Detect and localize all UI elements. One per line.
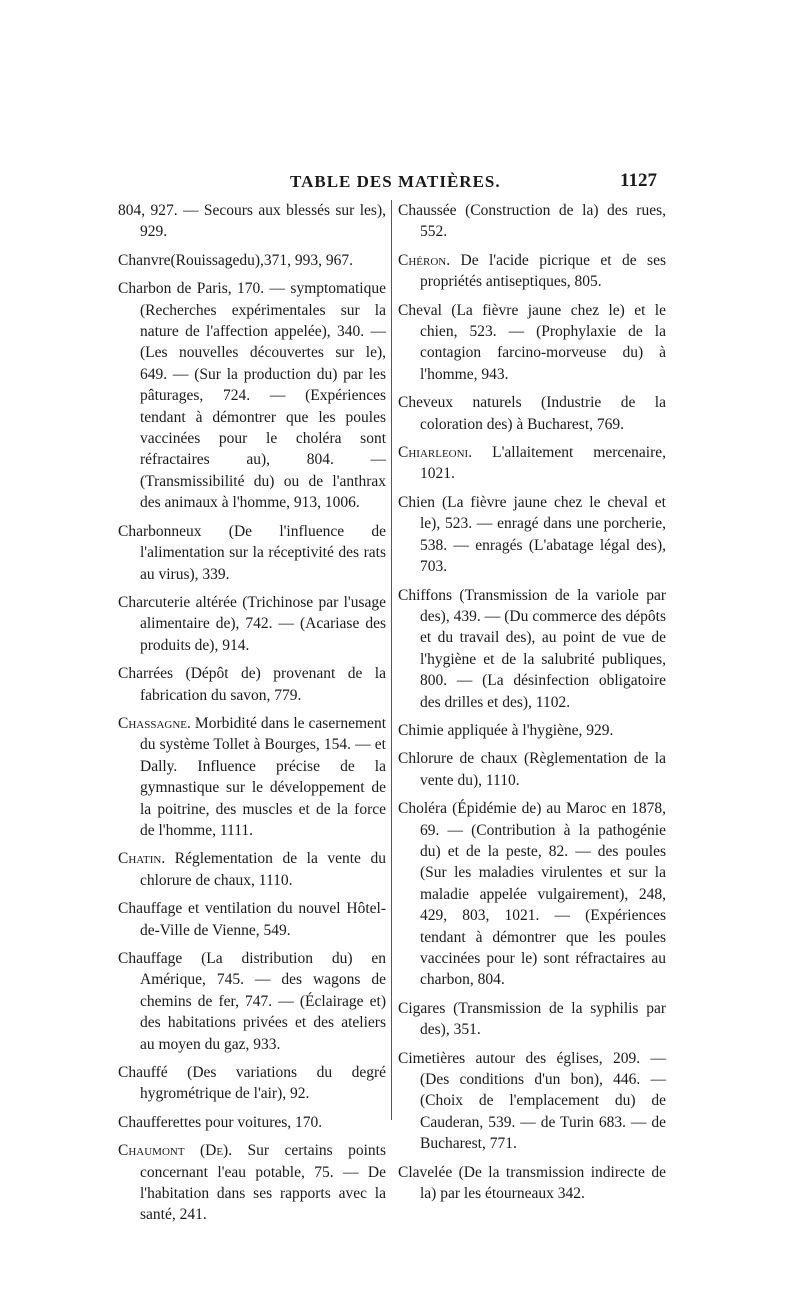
index-entry (118, 898, 386, 941)
index-entry (118, 592, 386, 656)
index-entry (118, 1062, 386, 1105)
entry-text: Chlorure de chaux (Règlementation de la vente du), 1110. (398, 750, 666, 789)
entry-text: Chimie appliquée à l'hygiène, 929. (398, 721, 614, 739)
index-entry (118, 948, 386, 1055)
entry-author: Chéron. (398, 251, 451, 269)
index-entry (398, 585, 666, 713)
index-entry (118, 848, 386, 891)
index-entry (398, 998, 666, 1041)
index-entry (398, 798, 666, 991)
entry-text: Chauffé (Des variations du degré hygrométrique de l'air), 92. (118, 1064, 386, 1103)
index-entry (398, 1048, 666, 1155)
index-entry (118, 663, 386, 706)
index-entry (398, 250, 666, 293)
entry-author: Chaumont (De). (118, 1142, 233, 1160)
entry-text: Chaussée (Construction de la) des rues, 552. (398, 202, 666, 241)
entry-text: Réglementation de la vente du chlorure de chaux, 1110. (140, 850, 386, 889)
index-entry (118, 250, 386, 271)
index-entry (398, 300, 666, 386)
entry-text: Cimetières autour des églises, 209. — (Des conditions d'un bon), 446. — (Choix de l'emplacement du) de Cauderan, 539. — de Turin 683. — de Bucharest, 771. (398, 1049, 666, 1153)
column-divider (391, 200, 392, 1120)
index-entry (398, 492, 666, 578)
entry-author: Chassagne. (118, 714, 191, 732)
entry-text: Chauffage et ventilation du nouvel Hôtel-de-Ville de Vienne, 549. (118, 900, 386, 939)
entry-text: De l'acide picrique et de ses propriétés antiseptiques, 805. (420, 251, 666, 291)
entry-text: Choléra (Épidémie de) au Maroc en 1878, 69. — (Contribution à la pathogénie du) et de la peste, 82. — des poules (Sur les maladies virulentes et sur la maladie appelée vulgairement), 248, 429, 803, 1021. — (Expériences tendant à démontrer que les poules vaccinées pour le) sont réfractaires au charbon, 804. (398, 800, 666, 989)
entry-text: 804, 927. — Secours aux blessés sur les), 929. (118, 202, 386, 241)
index-entry (118, 1112, 386, 1133)
entry-author: Chiarleoni. (398, 444, 473, 462)
index-entry (118, 278, 386, 513)
entry-author: Chatin. (118, 850, 166, 868)
entry-text: Clavelée (De la transmission indirecte de la) par les étourneaux 342. (398, 1163, 666, 1203)
entry-text: Cheval (La fièvre jaune chez le) et le chien, 523. — (Prophylaxie de la contagion farcino-morveuse du) à l'homme, 943. (398, 301, 666, 383)
entry-text: Charcuterie altérée (Trichinose par l'usage alimentaire de), 742. — (Acariase des produits de), 914. (118, 593, 386, 654)
index-entry (118, 200, 386, 243)
entry-text: Morbidité dans le casernement du système Tollet à Bourges, 154. — et Dally. Influence précise de la gymnastique sur le développement de la poitrine, des muscles et de la force de l'homme, 1111. (140, 714, 386, 839)
entry-text: Chauffage (La distribution du) en Amérique, 745. — des wagons de chemins de fer, 747. — (Éclairage et) des habitations privées et des ateliers au moyen du gaz, 933. (118, 950, 386, 1053)
running-title: TABLE DES MATIÈRES. (290, 172, 501, 191)
index-entry (398, 720, 666, 741)
entry-text: Chien (La fièvre jaune chez le cheval et le), 523. — enragé dans une porcherie, 538. — enragés (L'abatage légal des), 703. (398, 493, 666, 576)
right-column (398, 200, 666, 1211)
entry-text: Chiffons (Transmission de la variole par des), 439. — (Du commerce des dépôts et du travail des), au point de vue de l'hygiène et de la salubrité publiques, 800. — (La désinfection obligatoire des drilles et des), 1102. (398, 586, 666, 711)
entry-text: Cigares (Transmission de la syphilis par des), 351. (398, 999, 666, 1039)
index-entry (398, 200, 666, 243)
index-entry (398, 392, 666, 435)
entry-text: Charbon de Paris, 170. — symptomatique (Recherches expérimentales sur la nature de l'affection appelée), 340. — (Les nouvelles découvertes sur le), 649. — (Sur la production du) par les pâturages, 724. — (Expériences tendant à démontrer que les poules vaccinées pour le choléra sont réfractaires au), 804. — (Transmissibilité du) ou de l'anthrax des animaux à l'homme, 913, 1006. (118, 280, 386, 512)
index-entry (118, 521, 386, 585)
left-column (118, 200, 386, 1233)
entry-text: Charbonneux (De l'influence de l'alimentation sur la réceptivité des rats au virus), 339. (118, 522, 386, 583)
index-entry (398, 442, 666, 485)
page-number: 1127 (620, 170, 657, 191)
entry-text: Cheveux naturels (Industrie de la coloration des) à Bucharest, 769. (398, 394, 666, 433)
entry-text: Charrées (Dépôt de) provenant de la fabrication du savon, 779. (118, 665, 386, 704)
index-entry (118, 713, 386, 841)
entry-text: L'allaitement mercenaire, 1021. (420, 444, 666, 483)
index-entry (398, 748, 666, 791)
index-entry (118, 1140, 386, 1226)
entry-text: Chaufferettes pour voitures, 170. (118, 1113, 323, 1131)
entry-text: Chanvre(Rouissagedu),371, 993, 967. (118, 251, 354, 269)
entry-text: Sur certains points concernant l'eau potable, 75. — De l'habitation dans ses rapports avec la santé, 241. (140, 1142, 387, 1224)
index-entry (398, 1162, 666, 1205)
